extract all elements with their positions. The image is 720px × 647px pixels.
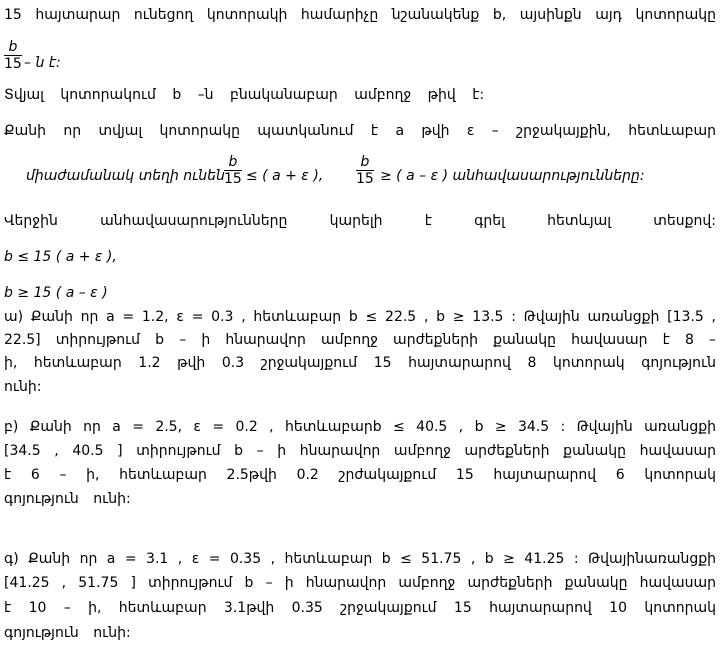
paragraph-line-1: 15 հայտարար ունեցող կոտորակի համարիչը նշանակենք b, այսինքն այդ կոտորակը [4,7,716,23]
part-a-line-3: ի, հետևաբար 1.2 թվի 0.3 շրջակայքում 15 հայտարարով 8 կոտորակ գոյություն [4,355,716,371]
part-a-line-1: ա) Քանի որ a = 1.2, ε = 0.3 , հետևաբար b ≤ 22.5 , b ≥ 13.5 : Թվային առանցքի [13.5 , [4,309,716,325]
fraction-b-over-15 [356,155,374,187]
part-b-line-1: բ) Քանի որ a = 2.5, ε = 0.2 , հետևաբարb ≤ 40.5 , b ≥ 34.5 : Թվային առանցքի [4,419,716,435]
paragraph-line-5-ineq2: ≥ ( a – ε ) անհավասարությունները: [380,168,645,184]
part-b-line-3: է 6 – ի, հետևաբար 2.5թվի 0.2 շրժակայքում 15 հայտարարով 6 կոտորակ [4,467,716,483]
paragraph-line-6: Վերջին անհավասարությունները կարելի է գրել հետևյալ տեսքով: [4,213,716,229]
inequality-lower: b ≥ 15 ( a – ε ) [4,285,108,301]
part-a-line-2: 22.5] տիրույթում b – ի հնարավոր ամբողջ արժեքների քանակը հավասար է 8 – [4,332,716,348]
inequality-upper: b ≤ 15 ( a + ε ), [4,249,117,265]
part-b-line-2: [34.5 , 40.5 ] տիրույթում b – ի հնարավոր ամբողջ արժեքների քանակը հավասար [4,443,716,459]
fraction-denominator: 15 [356,171,374,187]
paragraph-line-2: – ն է: [24,55,61,71]
fraction-b-over-15 [4,40,22,72]
part-c-line-4: գոյություն ունի: [4,625,131,641]
paragraph-line-5-start: միաժամանակ տեղի ունեն [26,168,225,184]
part-c-line-2: [41.25 , 51.75 ] տիրույթում b – ի հնարավոր ամբողջ արժեքների քանակը հավասար [4,575,716,591]
paragraph-line-4: Քանի որ տվյալ կոտորակը պատկանում է a թվի ε – շրջակայքին, հետևաբար [4,123,716,139]
fraction-denominator: 15 [224,171,242,187]
fraction-numerator: b [8,39,18,55]
paragraph-line-5-ineq1: ≤ ( a + ε ), [246,168,324,184]
part-b-line-4: գոյություն ունի: [4,491,131,507]
part-a-line-4: ունի: [4,379,42,395]
fraction-b-over-15 [224,155,242,187]
fraction-numerator: b [360,154,370,170]
fraction-numerator: b [228,154,238,170]
part-c-line-3: է 10 – ի, հետևաբար 3.1թվի 0.35 շրջակայքում 15 հայտարարով 10 կոտորակ [4,600,716,616]
fraction-denominator: 15 [4,56,22,72]
part-c-line-1: գ) Քանի որ a = 3.1 , ε = 0.35 , հետևաբար b ≤ 51.75 , b ≥ 41.25 : Թվայինառանցքի [4,551,716,567]
paragraph-line-3: Տվյալ կոտորակում b –ն բնականաբար ամբողջ թիվ է: [4,87,485,103]
